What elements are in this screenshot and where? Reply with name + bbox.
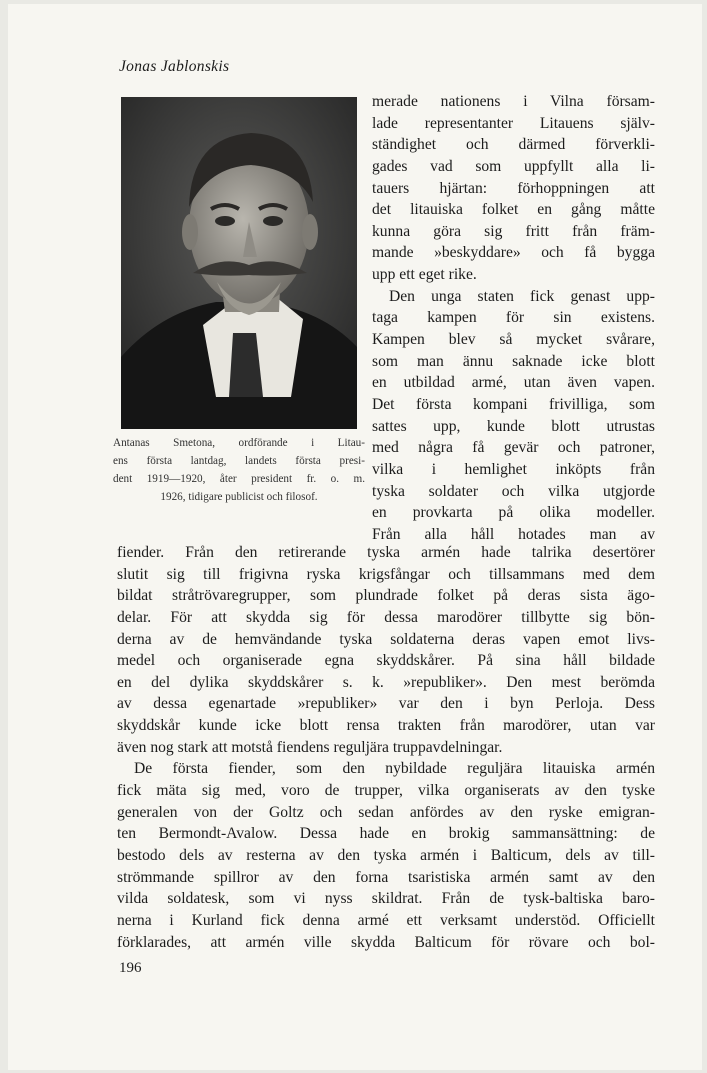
text-line: gades vad som uppfyllt alla li- [372, 157, 655, 175]
text-line: tauers hjärtan: förhoppningen att [372, 179, 655, 197]
caption-line: dent 1919—1920, åter president fr. o. m. [113, 473, 365, 485]
portrait-photo [121, 97, 357, 429]
text-line: Den unga staten fick genast upp- [389, 287, 655, 305]
portrait-illustration [121, 97, 357, 429]
caption-line: 1926, tidigare publicist och filosof. [160, 491, 318, 503]
text-line: lade representanter Litauens själv- [372, 114, 655, 132]
text-line: medel och organiserade egna skyddskårer. På sina håll bildade [117, 652, 655, 670]
caption-line: ens första lantdag, landets första presi- [113, 455, 365, 467]
text-line: derna av de hemvändande tyska soldaterna deras vapen emot livs- [117, 630, 655, 648]
text-line: även nog stark att motstå fiendens reguljära truppavdelningar. [117, 738, 503, 756]
text-line: bildat stråtrövaregrupper, som plundrade folket på deras sista ägo- [117, 587, 655, 605]
text-line: taga kampen för sin existens. [372, 309, 655, 327]
text-line: det litauiska folket en gång måtte [372, 201, 655, 219]
text-line: Kampen blev så mycket svårare, [372, 331, 655, 349]
text-line: bestodo dels av resterna av den tyska armén i Balticum, dels av till- [117, 846, 655, 864]
text-line: skyddskår kunde icke blott rensa trakten från marodörer, utan var [117, 717, 655, 735]
text-line: strömmande spillror av den forna tsaristiska armén samt av den [117, 868, 655, 886]
text-line: sattes upp, kunde blott utrustas [372, 417, 655, 435]
text-line: förklarades, att armén ville skydda Balticum för rövare och bol- [117, 933, 655, 951]
text-line: vilda soldatesk, som vi nyss skildrat. Från de tysk-baltiska baro- [117, 890, 655, 908]
text-line: De första fiender, som den nybildade reguljära litauiska armén [134, 760, 655, 778]
text-line: slutit sig till frigivna ryska krigsfångar och tillsammans med dem [117, 565, 655, 583]
text-line: kunna göra sig fritt från främ- [372, 222, 655, 240]
text-line: delar. För att skydda sig för dessa marodörer tillbytte sig bön- [117, 608, 655, 626]
page-number: 196 [119, 960, 142, 976]
text-line: ständighet och därmed förverkli- [372, 136, 655, 154]
text-line: med några få gevär och patroner, [372, 439, 655, 457]
text-line: tyska soldater och vilka utgjorde [372, 482, 655, 500]
text-line: mande »beskyddare» och få bygga [372, 244, 655, 262]
text-line: fick mäta sig med, voro de trupper, vilka organiserats av den tyske [117, 782, 655, 800]
text-line: nerna i Kurland fick denna armé ett verksamt understöd. Officiellt [117, 911, 655, 929]
text-line: av dessa egenartade »republiker» var den i byn Perloja. Dess [117, 695, 655, 713]
text-line: en del dylika skyddskårer s. k. »republiker». Den mest berömda [117, 673, 655, 691]
full-width-text [117, 542, 655, 953]
text-line: som man ännu saknade icke blott [372, 352, 655, 370]
photo-caption [113, 434, 365, 506]
text-line: Det första kompani frivilliga, som [372, 395, 655, 413]
text-line: merade nationens i Vilna försam- [372, 93, 655, 110]
running-header-author: Jonas Jablonskis [119, 58, 230, 75]
text-line: en provkarta på olika modeller. [372, 504, 655, 522]
text-line: generalen von der Goltz och sedan anfördes av den ryske emigran- [117, 803, 655, 821]
text-line: ten Bermondt-Avalow. Dessa hade en brokig sammansättning: de [117, 825, 655, 843]
narrow-text-column [372, 91, 655, 545]
caption-line: Antanas Smetona, ordförande i Litau- [113, 437, 365, 449]
text-line: en utbildad armé, utan även vapen. [372, 374, 655, 392]
text-line: vilka i hemlighet inköpts från [372, 460, 655, 478]
text-line: fiender. Från den retirerande tyska armén hade talrika desertörer [117, 544, 655, 561]
text-line: upp ett eget rike. [372, 266, 477, 284]
text-line: Från alla håll hotades man av [372, 525, 655, 543]
